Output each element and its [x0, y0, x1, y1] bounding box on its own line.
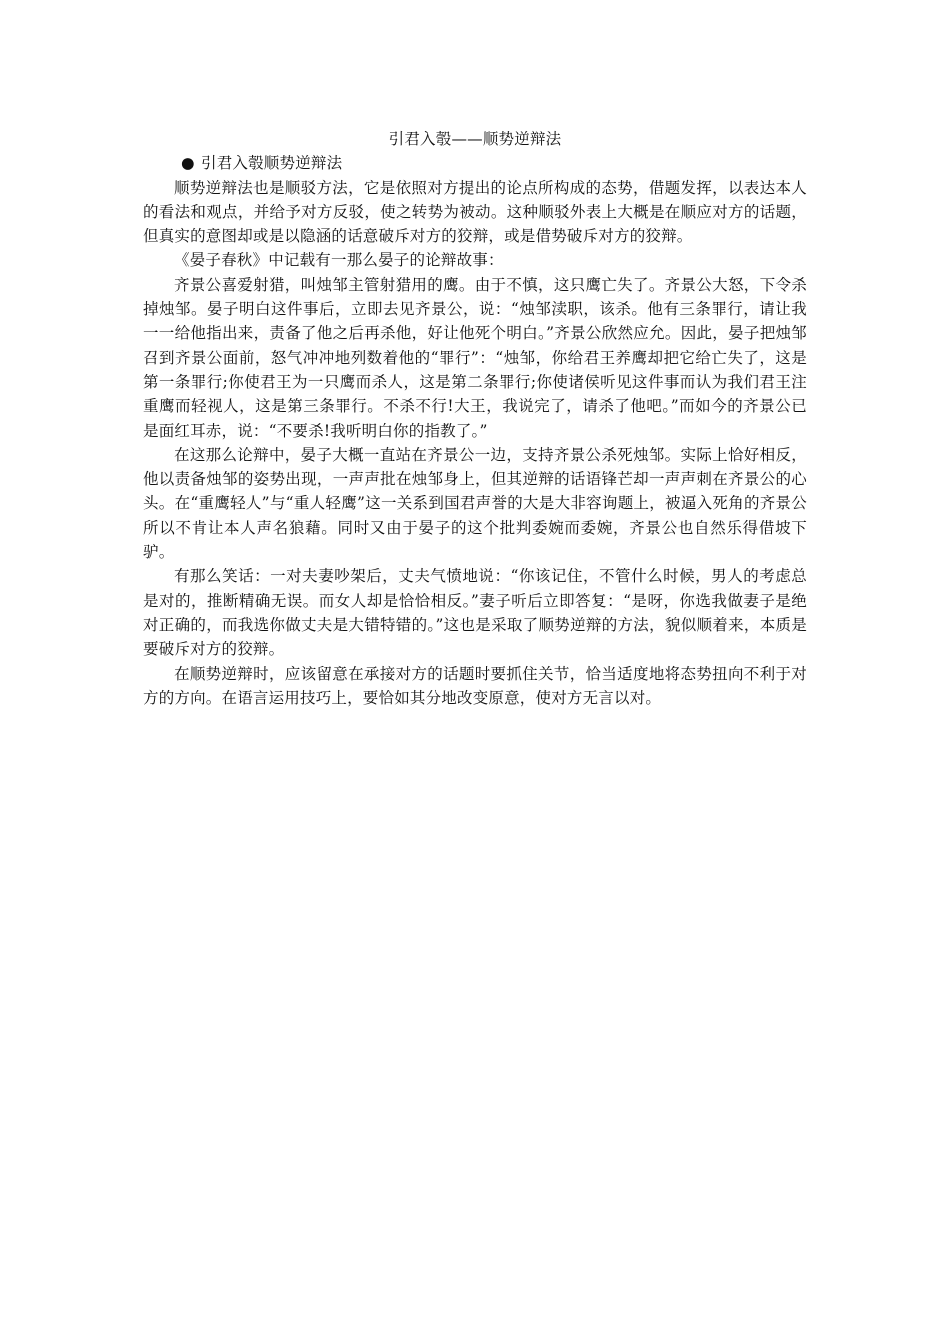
- paragraph-story-intro: 《晏子春秋》中记载有一那么晏子的论辩故事：: [174, 251, 504, 270]
- bullet-heading: [143, 151, 807, 175]
- bullet-heading-text: 引君入彀顺势逆辩法: [201, 154, 343, 173]
- paragraph-conclusion: 在顺势逆辩时，应该留意在承接对方的话题时要抓住关节，恰当适度地将态势扭向不利于对方的方向。在语言运用技巧上，要恰如其分地改变原意，使对方无言以对。: [143, 664, 807, 707]
- paragraph-analysis: 在这那么论辩中，晏子大概一直站在齐景公一边，支持齐景公杀死烛邹。实际上恰好相反，他以责备烛邹的姿势出现，一声声批在烛邹身上，但其逆辩的话语锋芒却一声声刺在齐景公的心头。在“重鹰轻人”与“重人轻鹰”这一关系到国君声誉的大是大非容询题上，被逼入死角的齐景公所以不肯让本人声名狼藉。同时又由于晏子的这个批判委婉而委婉，齐景公也自然乐得借坡下驴。: [143, 445, 807, 562]
- paragraph-definition: 顺势逆辩法也是顺驳方法，它是依照对方提出的论点所构成的态势，借题发挥，以表达本人的看法和观点，并给予对方反驳，使之转势为被动。这种顺驳外表上大概是在顺应对方的话题，但真实的意图却或是以隐涵的话意破斥对方的狡辩，或是借势破斥对方的狡辩。: [143, 178, 807, 246]
- paragraph-joke: 有那么笑话：一对夫妻吵架后，丈夫气愤地说：“你该记住，不管什么时候，男人的考虑总是对的，推断精确无误。而女人却是恰恰相反。”妻子听后立即答复：“是呀，你选我做妻子是绝对正确的，而我选你做丈夫是大错特错的。”这也是采取了顺势逆辩的方法，貌似顺着来，本质是要破斥对方的狡辩。: [143, 567, 807, 659]
- document-body: [143, 127, 807, 710]
- paragraph-story: 齐景公喜爱射猎，叫烛邹主管射猎用的鹰。由于不慎，这只鹰亡失了。齐景公大怒，下令杀掉烛邹。晏子明白这件事后，立即去见齐景公，说：“烛邹渎职，该杀。他有三条罪行，请让我一一给他指出来，责备了他之后再杀他，好让他死个明白。”齐景公欣然应允。因此，晏子把烛邹召到齐景公面前，怒气冲冲地列数着他的“罪行”：“烛邹，你给君王养鹰却把它给亡失了，这是第一条罪行;你使君王为一只鹰而杀人，这是第二条罪行;你使诸侯听见这件事而认为我们君王注重鹰而轻视人，这是第三条罪行。不杀不行!大王，我说完了，请杀了他吧。”而如今的齐景公已是面红耳赤，说：“不要杀!我听明白你的指教了。”: [143, 275, 807, 440]
- document-title: 引君入彀——顺势逆辩法: [388, 130, 562, 148]
- bullet-icon: ●: [181, 154, 195, 173]
